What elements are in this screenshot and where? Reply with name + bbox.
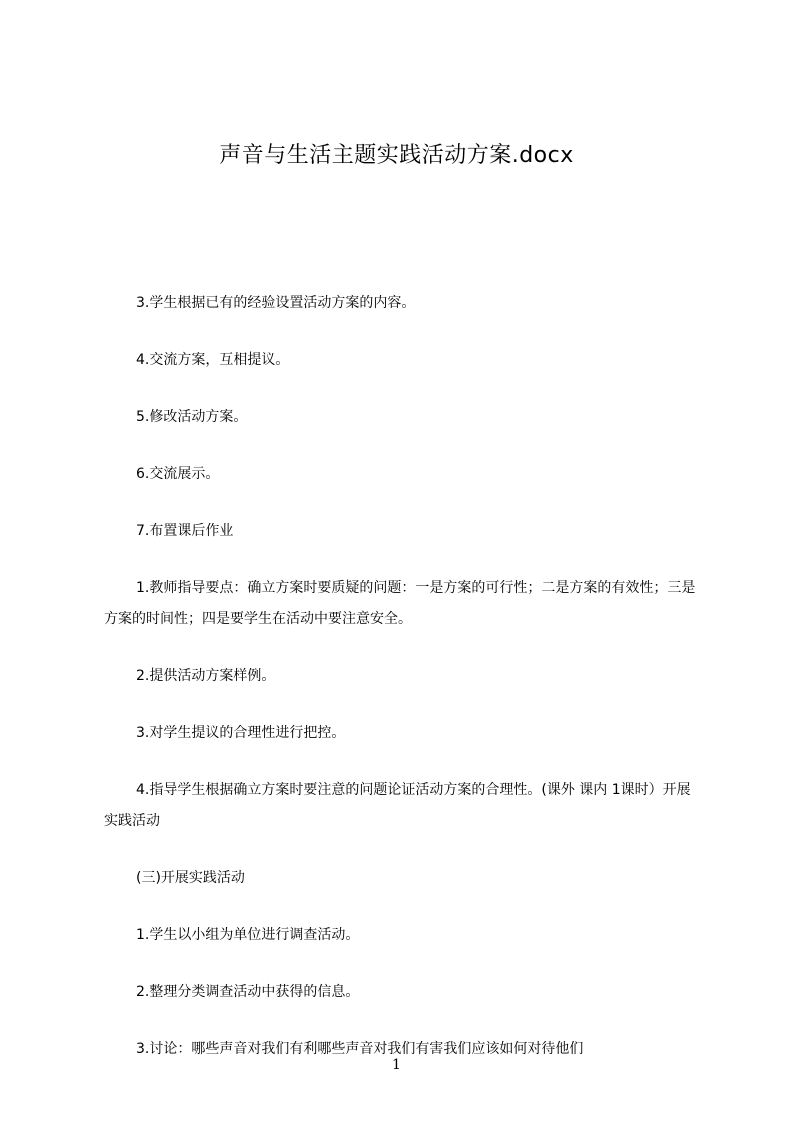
- page-number: 1: [392, 1057, 401, 1073]
- paragraph: 7.布置课后作业: [136, 523, 234, 539]
- document-title: 声音与生活主题实践活动方案.docx: [219, 143, 574, 168]
- paragraph: 6.交流展示。: [136, 466, 220, 482]
- paragraph: 1.教师指导要点：确立方案时要质疑的问题：一是方案的可行性；二是方案的有效性；三是方案的时间性；四是要学生在活动中要注意安全。: [104, 580, 696, 627]
- document-body: [104, 288, 704, 1065]
- paragraph: 3.学生根据已有的经验设置活动方案的内容。: [136, 295, 416, 311]
- paragraph: 3.讨论：哪些声音对我们有利哪些声音对我们有害我们应该如何对待他们: [136, 1041, 584, 1057]
- paragraph: 2.整理分类调查活动中获得的信息。: [136, 984, 360, 1000]
- paragraph: 4.指导学生根据确立方案时要注意的问题论证活动方案的合理性。(课外 课内 1课时）开展实践活动: [104, 782, 691, 829]
- paragraph: 3.对学生提议的合理性进行把控。: [136, 725, 346, 741]
- paragraph: 1.学生以小组为单位进行调查活动。: [136, 927, 360, 943]
- section-heading: (三)开展实践活动: [136, 870, 245, 886]
- paragraph: 5.修改活动方案。: [136, 409, 248, 425]
- paragraph: 2.提供活动方案样例。: [136, 668, 276, 684]
- paragraph: 4.交流方案，互相提议。: [136, 352, 290, 368]
